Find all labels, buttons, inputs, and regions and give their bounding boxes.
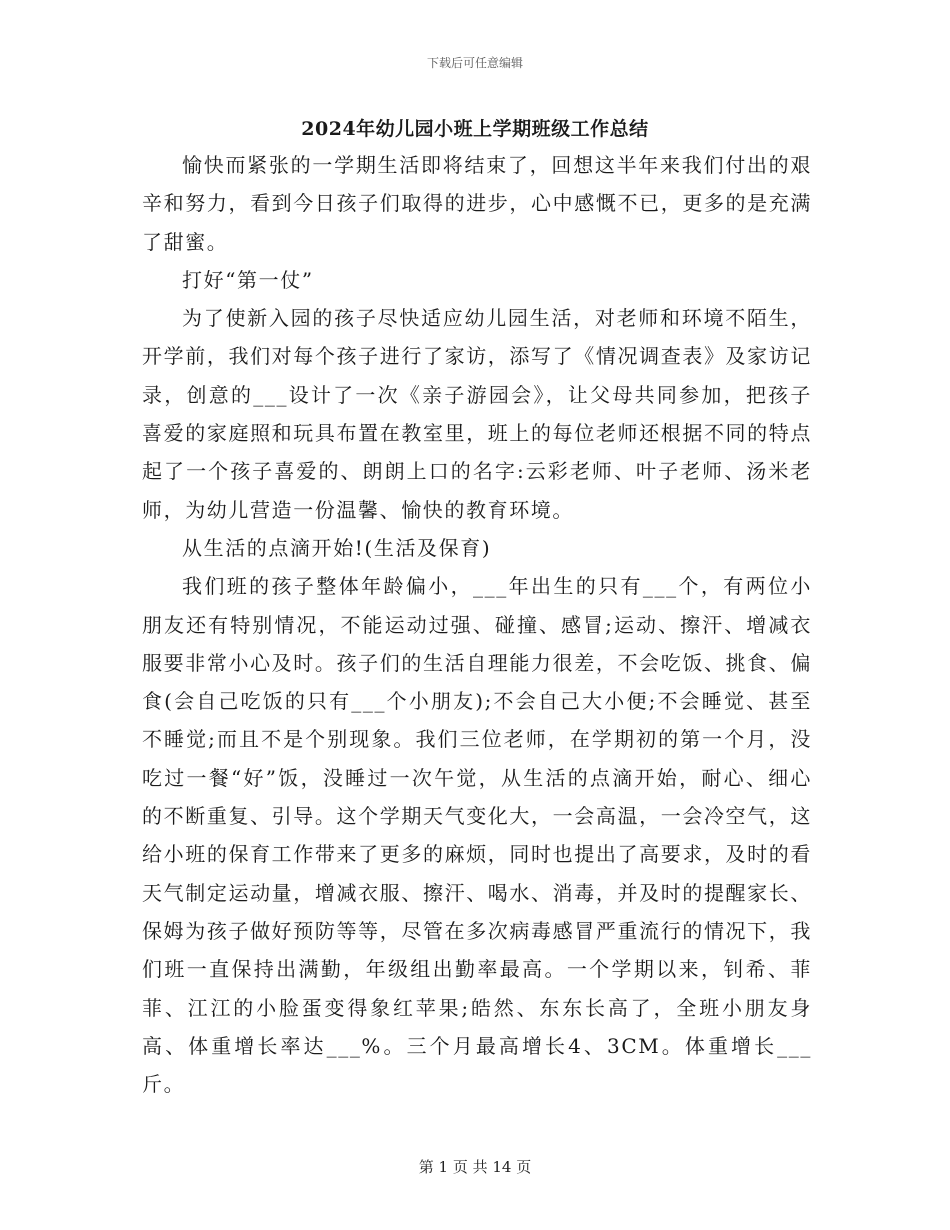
header-note: 下载后可任意编辑 [426, 56, 523, 70]
page-number: 第 1 页 共 14 页 [418, 1158, 532, 1176]
paragraph-first-section: 为了使新入园的孩子尽快适应幼儿园生活，对老师和环境不陌生，开学前，我们对每个孩子进行了家访，添写了《情况调查表》及家访记录，创意的___设计了一次《亲子游园会》，让父母共同参加，把孩子喜爱的家庭照和玩具布置在教室里，班上的每位老师还根据不同的特点起了一个孩子喜爱的、朗朗上口的名字:云彩老师、叶子老师、汤米老师，为幼儿营造一份温馨、愉快的教育环境。 [142, 306, 812, 522]
document-body [142, 146, 812, 1103]
paragraph-intro: 愉快而紧张的一学期生活即将结束了，回想这半年来我们付出的艰辛和努力，看到今日孩子们取得的进步，心中感慨不已，更多的是充满了甜蜜。 [142, 153, 812, 254]
section-heading-first: 打好“第一仗” [182, 267, 314, 292]
paragraph-life-section: 我们班的孩子整体年龄偏小，___年出生的只有___个，有两位小朋友还有特别情况，不能运动过强、碰撞、感冒;运动、擦汗、增减衣服要非常小心及时。孩子们的生活自理能力很差，不会吃饭、挑食、偏食(会自己吃饭的只有___个小朋友);不会自己大小便;不会睡觉、甚至不睡觉;而且不是个别现象。我们三位老师，在学期初的第一个月，没吃过一餐“好”饭，没睡过一次午觉，从生活的点滴开始，耐心、细心的不断重复、引导。这个学期天气变化大，一会高温，一会冷空气，这给小班的保育工作带来了更多的麻烦，同时也提出了高要求，及时的看天气制定运动量，增减衣服、擦汗、喝水、消毒，并及时的提醒家长、保姆为孩子做好预防等等，尽管在多次病毒感冒严重流行的情况下，我们班一直保持出满勤，年级组出勤率最高。一个学期以来，钊希、菲菲、江江的小脸蛋变得象红苹果;皓然、东东长高了，全班小朋友身高、体重增长率达___%。三个月最高增长4、3CM。体重增长___斤。 [142, 574, 812, 1097]
document-title: 2024年幼儿园小班上学期班级工作总结 [301, 118, 649, 140]
section-heading-life: 从生活的点滴开始!(生活及保育) [182, 535, 492, 560]
